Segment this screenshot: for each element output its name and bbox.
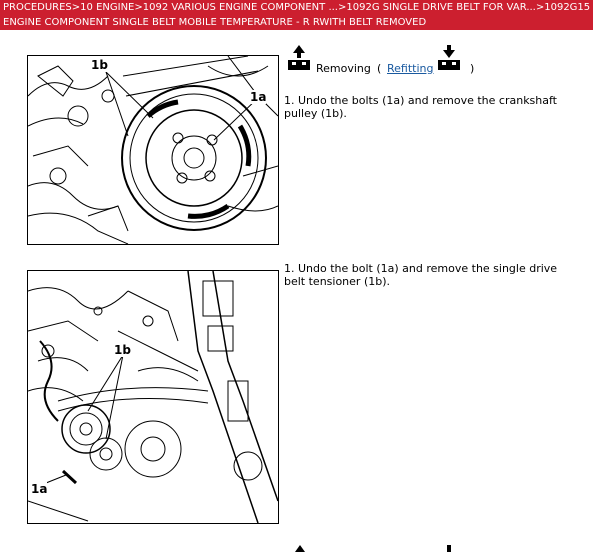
belt-tensioner-figure <box>27 270 279 524</box>
callout-1a: 1a <box>31 482 48 496</box>
callout-1b: 1b <box>114 343 131 357</box>
removing-label: Removing <box>316 62 371 75</box>
refitting-link[interactable]: Refitting <box>387 62 434 75</box>
crankshaft-pulley-figure <box>27 55 279 245</box>
breadcrumb-line-1[interactable]: PROCEDURES>10 ENGINE>1092 VARIOUS ENGINE COMPONENT ...>1092G SINGLE DRIVE BELT FOR VAR...>1092G15 <box>3 2 591 13</box>
breadcrumb-line-2[interactable]: ENGINE COMPONENT SINGLE BELT MOBILE TEMPERATURE - R RWITH BELT REMOVED <box>3 17 427 28</box>
callout-1a: 1a <box>250 90 267 104</box>
open-paren: ( <box>377 62 382 75</box>
refitting-icon[interactable] <box>436 44 462 75</box>
step-2-text: 1. Undo the bolt (1a) and remove the single drive belt tensioner (1b). <box>284 262 558 288</box>
breadcrumb[interactable] <box>0 0 593 30</box>
step-1-text: 1. Undo the bolts (1a) and remove the crankshaft pulley (1b). <box>284 94 557 120</box>
close-paren: ) <box>470 62 475 75</box>
removing-icon <box>286 44 312 75</box>
arrow-down-component-icon[interactable] <box>443 537 455 556</box>
removing-refitting-nav <box>286 44 496 74</box>
arrow-up-component-icon[interactable] <box>294 537 306 556</box>
callout-1b: 1b <box>91 58 108 72</box>
